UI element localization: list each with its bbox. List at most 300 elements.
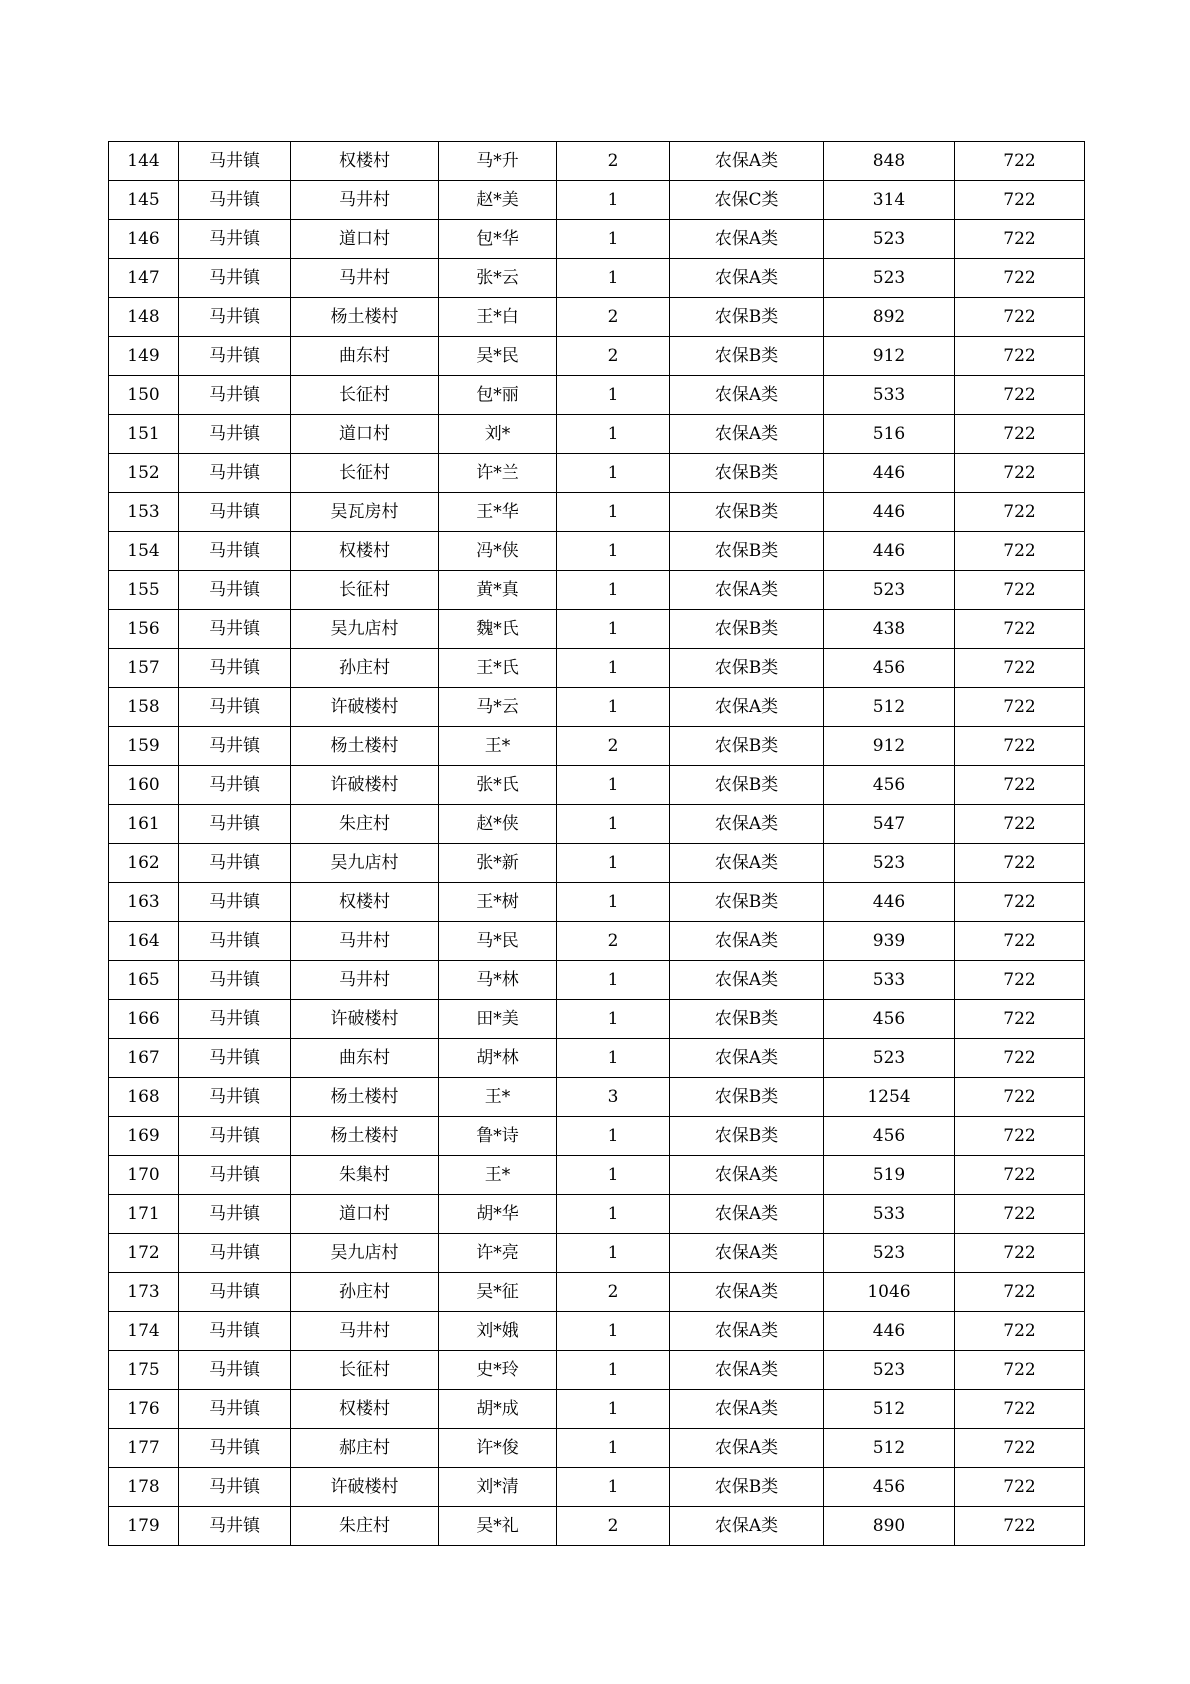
village-cell: 许破楼村 bbox=[291, 766, 439, 805]
household-size-cell: 1 bbox=[557, 1351, 670, 1390]
standard-cell: 722 bbox=[955, 259, 1085, 298]
standard-cell: 722 bbox=[955, 805, 1085, 844]
name-cell: 吴*民 bbox=[439, 337, 557, 376]
amount-cell: 446 bbox=[824, 883, 955, 922]
name-cell: 许*俊 bbox=[439, 1429, 557, 1468]
insurance-category-cell: 农保A类 bbox=[670, 1195, 824, 1234]
name-cell: 胡*成 bbox=[439, 1390, 557, 1429]
household-size-cell: 1 bbox=[557, 766, 670, 805]
standard-cell: 722 bbox=[955, 1429, 1085, 1468]
amount-cell: 446 bbox=[824, 454, 955, 493]
row-number-cell: 174 bbox=[109, 1312, 179, 1351]
table-row bbox=[109, 220, 1085, 259]
village-cell: 道口村 bbox=[291, 220, 439, 259]
table-row bbox=[109, 1312, 1085, 1351]
village-cell: 长征村 bbox=[291, 1351, 439, 1390]
table-body bbox=[109, 142, 1085, 1546]
amount-cell: 533 bbox=[824, 376, 955, 415]
village-cell: 长征村 bbox=[291, 454, 439, 493]
name-cell: 刘*清 bbox=[439, 1468, 557, 1507]
insurance-category-cell: 农保A类 bbox=[670, 376, 824, 415]
standard-cell: 722 bbox=[955, 298, 1085, 337]
table-row bbox=[109, 1000, 1085, 1039]
amount-cell: 912 bbox=[824, 727, 955, 766]
household-size-cell: 1 bbox=[557, 1039, 670, 1078]
village-cell: 吴九店村 bbox=[291, 610, 439, 649]
name-cell: 马*升 bbox=[439, 142, 557, 181]
row-number-cell: 160 bbox=[109, 766, 179, 805]
household-size-cell: 3 bbox=[557, 1078, 670, 1117]
town-cell: 马井镇 bbox=[179, 1273, 291, 1312]
row-number-cell: 175 bbox=[109, 1351, 179, 1390]
standard-cell: 722 bbox=[955, 727, 1085, 766]
table-row bbox=[109, 961, 1085, 1000]
insurance-category-cell: 农保A类 bbox=[670, 688, 824, 727]
household-size-cell: 1 bbox=[557, 259, 670, 298]
standard-cell: 722 bbox=[955, 844, 1085, 883]
name-cell: 魏*氏 bbox=[439, 610, 557, 649]
village-cell: 朱集村 bbox=[291, 1156, 439, 1195]
village-cell: 马井村 bbox=[291, 181, 439, 220]
table-row bbox=[109, 649, 1085, 688]
row-number-cell: 177 bbox=[109, 1429, 179, 1468]
insurance-category-cell: 农保A类 bbox=[670, 922, 824, 961]
standard-cell: 722 bbox=[955, 1507, 1085, 1546]
village-cell: 许破楼村 bbox=[291, 688, 439, 727]
name-cell: 刘*娥 bbox=[439, 1312, 557, 1351]
table-row bbox=[109, 1039, 1085, 1078]
amount-cell: 438 bbox=[824, 610, 955, 649]
insurance-category-cell: 农保C类 bbox=[670, 181, 824, 220]
household-size-cell: 1 bbox=[557, 532, 670, 571]
table-row bbox=[109, 1234, 1085, 1273]
amount-cell: 446 bbox=[824, 532, 955, 571]
amount-cell: 314 bbox=[824, 181, 955, 220]
row-number-cell: 156 bbox=[109, 610, 179, 649]
amount-cell: 1046 bbox=[824, 1273, 955, 1312]
name-cell: 赵*侠 bbox=[439, 805, 557, 844]
amount-cell: 456 bbox=[824, 1000, 955, 1039]
insurance-category-cell: 农保A类 bbox=[670, 415, 824, 454]
village-cell: 吴九店村 bbox=[291, 1234, 439, 1273]
household-size-cell: 1 bbox=[557, 688, 670, 727]
standard-cell: 722 bbox=[955, 1039, 1085, 1078]
insurance-category-cell: 农保B类 bbox=[670, 454, 824, 493]
standard-cell: 722 bbox=[955, 181, 1085, 220]
name-cell: 赵*美 bbox=[439, 181, 557, 220]
household-size-cell: 1 bbox=[557, 1390, 670, 1429]
row-number-cell: 152 bbox=[109, 454, 179, 493]
household-size-cell: 1 bbox=[557, 1429, 670, 1468]
town-cell: 马井镇 bbox=[179, 571, 291, 610]
village-cell: 权楼村 bbox=[291, 1390, 439, 1429]
insurance-category-cell: 农保A类 bbox=[670, 571, 824, 610]
household-size-cell: 1 bbox=[557, 415, 670, 454]
town-cell: 马井镇 bbox=[179, 1390, 291, 1429]
insurance-category-cell: 农保B类 bbox=[670, 883, 824, 922]
town-cell: 马井镇 bbox=[179, 181, 291, 220]
household-size-cell: 1 bbox=[557, 649, 670, 688]
standard-cell: 722 bbox=[955, 220, 1085, 259]
row-number-cell: 167 bbox=[109, 1039, 179, 1078]
table-row bbox=[109, 1351, 1085, 1390]
row-number-cell: 161 bbox=[109, 805, 179, 844]
household-size-cell: 1 bbox=[557, 1000, 670, 1039]
standard-cell: 722 bbox=[955, 649, 1085, 688]
table-row bbox=[109, 1390, 1085, 1429]
household-size-cell: 1 bbox=[557, 493, 670, 532]
household-size-cell: 1 bbox=[557, 961, 670, 1000]
name-cell: 冯*侠 bbox=[439, 532, 557, 571]
amount-cell: 456 bbox=[824, 1468, 955, 1507]
row-number-cell: 145 bbox=[109, 181, 179, 220]
row-number-cell: 157 bbox=[109, 649, 179, 688]
amount-cell: 523 bbox=[824, 1039, 955, 1078]
row-number-cell: 153 bbox=[109, 493, 179, 532]
village-cell: 权楼村 bbox=[291, 142, 439, 181]
records-table bbox=[108, 141, 1085, 1546]
household-size-cell: 2 bbox=[557, 1507, 670, 1546]
village-cell: 道口村 bbox=[291, 1195, 439, 1234]
insurance-category-cell: 农保A类 bbox=[670, 142, 824, 181]
amount-cell: 523 bbox=[824, 571, 955, 610]
village-cell: 道口村 bbox=[291, 415, 439, 454]
amount-cell: 512 bbox=[824, 1429, 955, 1468]
table-row bbox=[109, 766, 1085, 805]
name-cell: 马*民 bbox=[439, 922, 557, 961]
household-size-cell: 1 bbox=[557, 454, 670, 493]
name-cell: 马*云 bbox=[439, 688, 557, 727]
village-cell: 马井村 bbox=[291, 961, 439, 1000]
name-cell: 张*新 bbox=[439, 844, 557, 883]
town-cell: 马井镇 bbox=[179, 1117, 291, 1156]
table-row bbox=[109, 571, 1085, 610]
row-number-cell: 151 bbox=[109, 415, 179, 454]
name-cell: 张*云 bbox=[439, 259, 557, 298]
row-number-cell: 173 bbox=[109, 1273, 179, 1312]
name-cell: 王*华 bbox=[439, 493, 557, 532]
insurance-category-cell: 农保A类 bbox=[670, 1507, 824, 1546]
insurance-category-cell: 农保B类 bbox=[670, 1000, 824, 1039]
standard-cell: 722 bbox=[955, 961, 1085, 1000]
name-cell: 胡*林 bbox=[439, 1039, 557, 1078]
household-size-cell: 1 bbox=[557, 571, 670, 610]
household-size-cell: 2 bbox=[557, 298, 670, 337]
name-cell: 王* bbox=[439, 1078, 557, 1117]
amount-cell: 523 bbox=[824, 1234, 955, 1273]
town-cell: 马井镇 bbox=[179, 1468, 291, 1507]
insurance-category-cell: 农保A类 bbox=[670, 961, 824, 1000]
name-cell: 王*白 bbox=[439, 298, 557, 337]
household-size-cell: 1 bbox=[557, 1468, 670, 1507]
town-cell: 马井镇 bbox=[179, 766, 291, 805]
town-cell: 马井镇 bbox=[179, 688, 291, 727]
village-cell: 曲东村 bbox=[291, 1039, 439, 1078]
amount-cell: 533 bbox=[824, 1195, 955, 1234]
insurance-category-cell: 农保A类 bbox=[670, 844, 824, 883]
table-row bbox=[109, 454, 1085, 493]
row-number-cell: 168 bbox=[109, 1078, 179, 1117]
table-row bbox=[109, 532, 1085, 571]
insurance-category-cell: 农保B类 bbox=[670, 298, 824, 337]
household-size-cell: 1 bbox=[557, 1312, 670, 1351]
standard-cell: 722 bbox=[955, 415, 1085, 454]
table-row bbox=[109, 337, 1085, 376]
name-cell: 包*华 bbox=[439, 220, 557, 259]
amount-cell: 446 bbox=[824, 493, 955, 532]
table-row bbox=[109, 844, 1085, 883]
row-number-cell: 171 bbox=[109, 1195, 179, 1234]
household-size-cell: 2 bbox=[557, 142, 670, 181]
town-cell: 马井镇 bbox=[179, 532, 291, 571]
village-cell: 郝庄村 bbox=[291, 1429, 439, 1468]
name-cell: 许*兰 bbox=[439, 454, 557, 493]
row-number-cell: 166 bbox=[109, 1000, 179, 1039]
table-row bbox=[109, 1156, 1085, 1195]
insurance-category-cell: 农保A类 bbox=[670, 1351, 824, 1390]
village-cell: 马井村 bbox=[291, 259, 439, 298]
town-cell: 马井镇 bbox=[179, 1078, 291, 1117]
insurance-category-cell: 农保A类 bbox=[670, 1390, 824, 1429]
household-size-cell: 1 bbox=[557, 1195, 670, 1234]
table-row bbox=[109, 1195, 1085, 1234]
row-number-cell: 149 bbox=[109, 337, 179, 376]
name-cell: 黄*真 bbox=[439, 571, 557, 610]
insurance-category-cell: 农保A类 bbox=[670, 1429, 824, 1468]
insurance-category-cell: 农保A类 bbox=[670, 1312, 824, 1351]
row-number-cell: 170 bbox=[109, 1156, 179, 1195]
row-number-cell: 158 bbox=[109, 688, 179, 727]
household-size-cell: 1 bbox=[557, 805, 670, 844]
village-cell: 孙庄村 bbox=[291, 649, 439, 688]
standard-cell: 722 bbox=[955, 1156, 1085, 1195]
insurance-category-cell: 农保B类 bbox=[670, 532, 824, 571]
table-row bbox=[109, 1468, 1085, 1507]
table-row bbox=[109, 493, 1085, 532]
insurance-category-cell: 农保A类 bbox=[670, 220, 824, 259]
standard-cell: 722 bbox=[955, 142, 1085, 181]
insurance-category-cell: 农保B类 bbox=[670, 766, 824, 805]
standard-cell: 722 bbox=[955, 1351, 1085, 1390]
village-cell: 朱庄村 bbox=[291, 805, 439, 844]
village-cell: 杨土楼村 bbox=[291, 298, 439, 337]
table-row bbox=[109, 805, 1085, 844]
village-cell: 朱庄村 bbox=[291, 1507, 439, 1546]
town-cell: 马井镇 bbox=[179, 1507, 291, 1546]
standard-cell: 722 bbox=[955, 454, 1085, 493]
town-cell: 马井镇 bbox=[179, 1195, 291, 1234]
household-size-cell: 1 bbox=[557, 181, 670, 220]
village-cell: 吴九店村 bbox=[291, 844, 439, 883]
town-cell: 马井镇 bbox=[179, 1156, 291, 1195]
household-size-cell: 2 bbox=[557, 727, 670, 766]
row-number-cell: 162 bbox=[109, 844, 179, 883]
table-row bbox=[109, 376, 1085, 415]
standard-cell: 722 bbox=[955, 493, 1085, 532]
amount-cell: 512 bbox=[824, 1390, 955, 1429]
town-cell: 马井镇 bbox=[179, 961, 291, 1000]
town-cell: 马井镇 bbox=[179, 298, 291, 337]
insurance-category-cell: 农保B类 bbox=[670, 727, 824, 766]
name-cell: 刘* bbox=[439, 415, 557, 454]
town-cell: 马井镇 bbox=[179, 220, 291, 259]
amount-cell: 890 bbox=[824, 1507, 955, 1546]
village-cell: 长征村 bbox=[291, 376, 439, 415]
insurance-category-cell: 农保A类 bbox=[670, 1039, 824, 1078]
town-cell: 马井镇 bbox=[179, 337, 291, 376]
insurance-category-cell: 农保B类 bbox=[670, 610, 824, 649]
amount-cell: 519 bbox=[824, 1156, 955, 1195]
standard-cell: 722 bbox=[955, 1273, 1085, 1312]
table-row bbox=[109, 883, 1085, 922]
amount-cell: 848 bbox=[824, 142, 955, 181]
amount-cell: 523 bbox=[824, 220, 955, 259]
name-cell: 王*树 bbox=[439, 883, 557, 922]
name-cell: 王*氏 bbox=[439, 649, 557, 688]
village-cell: 许破楼村 bbox=[291, 1000, 439, 1039]
town-cell: 马井镇 bbox=[179, 259, 291, 298]
row-number-cell: 154 bbox=[109, 532, 179, 571]
name-cell: 许*亮 bbox=[439, 1234, 557, 1273]
table-row bbox=[109, 259, 1085, 298]
household-size-cell: 1 bbox=[557, 610, 670, 649]
town-cell: 马井镇 bbox=[179, 376, 291, 415]
standard-cell: 722 bbox=[955, 532, 1085, 571]
table-row bbox=[109, 610, 1085, 649]
insurance-category-cell: 农保B类 bbox=[670, 649, 824, 688]
household-size-cell: 1 bbox=[557, 1117, 670, 1156]
standard-cell: 722 bbox=[955, 1078, 1085, 1117]
name-cell: 吴*礼 bbox=[439, 1507, 557, 1546]
standard-cell: 722 bbox=[955, 1117, 1085, 1156]
household-size-cell: 1 bbox=[557, 1234, 670, 1273]
town-cell: 马井镇 bbox=[179, 727, 291, 766]
row-number-cell: 147 bbox=[109, 259, 179, 298]
standard-cell: 722 bbox=[955, 922, 1085, 961]
amount-cell: 456 bbox=[824, 649, 955, 688]
household-size-cell: 2 bbox=[557, 922, 670, 961]
row-number-cell: 144 bbox=[109, 142, 179, 181]
village-cell: 杨土楼村 bbox=[291, 1117, 439, 1156]
insurance-category-cell: 农保B类 bbox=[670, 1078, 824, 1117]
standard-cell: 722 bbox=[955, 610, 1085, 649]
table-row bbox=[109, 1078, 1085, 1117]
village-cell: 孙庄村 bbox=[291, 1273, 439, 1312]
village-cell: 长征村 bbox=[291, 571, 439, 610]
table-row bbox=[109, 1273, 1085, 1312]
insurance-category-cell: 农保B类 bbox=[670, 337, 824, 376]
row-number-cell: 178 bbox=[109, 1468, 179, 1507]
name-cell: 史*玲 bbox=[439, 1351, 557, 1390]
amount-cell: 939 bbox=[824, 922, 955, 961]
standard-cell: 722 bbox=[955, 766, 1085, 805]
town-cell: 马井镇 bbox=[179, 1429, 291, 1468]
table-row bbox=[109, 415, 1085, 454]
insurance-category-cell: 农保A类 bbox=[670, 805, 824, 844]
insurance-category-cell: 农保B类 bbox=[670, 493, 824, 532]
row-number-cell: 176 bbox=[109, 1390, 179, 1429]
town-cell: 马井镇 bbox=[179, 883, 291, 922]
insurance-category-cell: 农保A类 bbox=[670, 259, 824, 298]
village-cell: 权楼村 bbox=[291, 532, 439, 571]
row-number-cell: 165 bbox=[109, 961, 179, 1000]
row-number-cell: 164 bbox=[109, 922, 179, 961]
amount-cell: 446 bbox=[824, 1312, 955, 1351]
village-cell: 杨土楼村 bbox=[291, 727, 439, 766]
name-cell: 马*林 bbox=[439, 961, 557, 1000]
standard-cell: 722 bbox=[955, 883, 1085, 922]
standard-cell: 722 bbox=[955, 571, 1085, 610]
town-cell: 马井镇 bbox=[179, 1312, 291, 1351]
table-row bbox=[109, 1429, 1085, 1468]
name-cell: 王* bbox=[439, 727, 557, 766]
amount-cell: 456 bbox=[824, 1117, 955, 1156]
village-cell: 曲东村 bbox=[291, 337, 439, 376]
row-number-cell: 159 bbox=[109, 727, 179, 766]
standard-cell: 722 bbox=[955, 337, 1085, 376]
standard-cell: 722 bbox=[955, 1468, 1085, 1507]
village-cell: 许破楼村 bbox=[291, 1468, 439, 1507]
insurance-category-cell: 农保B类 bbox=[670, 1468, 824, 1507]
household-size-cell: 1 bbox=[557, 844, 670, 883]
village-cell: 吴瓦房村 bbox=[291, 493, 439, 532]
village-cell: 杨土楼村 bbox=[291, 1078, 439, 1117]
table-row bbox=[109, 727, 1085, 766]
town-cell: 马井镇 bbox=[179, 493, 291, 532]
household-size-cell: 1 bbox=[557, 1156, 670, 1195]
table-row bbox=[109, 1117, 1085, 1156]
town-cell: 马井镇 bbox=[179, 1351, 291, 1390]
insurance-category-cell: 农保A类 bbox=[670, 1273, 824, 1312]
household-size-cell: 2 bbox=[557, 1273, 670, 1312]
town-cell: 马井镇 bbox=[179, 922, 291, 961]
name-cell: 鲁*诗 bbox=[439, 1117, 557, 1156]
standard-cell: 722 bbox=[955, 1390, 1085, 1429]
amount-cell: 547 bbox=[824, 805, 955, 844]
village-cell: 权楼村 bbox=[291, 883, 439, 922]
village-cell: 马井村 bbox=[291, 922, 439, 961]
town-cell: 马井镇 bbox=[179, 1000, 291, 1039]
name-cell: 吴*征 bbox=[439, 1273, 557, 1312]
standard-cell: 722 bbox=[955, 688, 1085, 727]
row-number-cell: 179 bbox=[109, 1507, 179, 1546]
household-size-cell: 1 bbox=[557, 376, 670, 415]
amount-cell: 912 bbox=[824, 337, 955, 376]
town-cell: 马井镇 bbox=[179, 610, 291, 649]
town-cell: 马井镇 bbox=[179, 844, 291, 883]
town-cell: 马井镇 bbox=[179, 1039, 291, 1078]
insurance-category-cell: 农保A类 bbox=[670, 1234, 824, 1273]
town-cell: 马井镇 bbox=[179, 1234, 291, 1273]
amount-cell: 523 bbox=[824, 1351, 955, 1390]
insurance-category-cell: 农保B类 bbox=[670, 1117, 824, 1156]
table-row bbox=[109, 688, 1085, 727]
town-cell: 马井镇 bbox=[179, 805, 291, 844]
amount-cell: 512 bbox=[824, 688, 955, 727]
standard-cell: 722 bbox=[955, 1312, 1085, 1351]
standard-cell: 722 bbox=[955, 1000, 1085, 1039]
name-cell: 胡*华 bbox=[439, 1195, 557, 1234]
amount-cell: 456 bbox=[824, 766, 955, 805]
amount-cell: 516 bbox=[824, 415, 955, 454]
household-size-cell: 1 bbox=[557, 883, 670, 922]
table-row bbox=[109, 298, 1085, 337]
row-number-cell: 148 bbox=[109, 298, 179, 337]
table-row bbox=[109, 922, 1085, 961]
row-number-cell: 150 bbox=[109, 376, 179, 415]
row-number-cell: 169 bbox=[109, 1117, 179, 1156]
row-number-cell: 163 bbox=[109, 883, 179, 922]
